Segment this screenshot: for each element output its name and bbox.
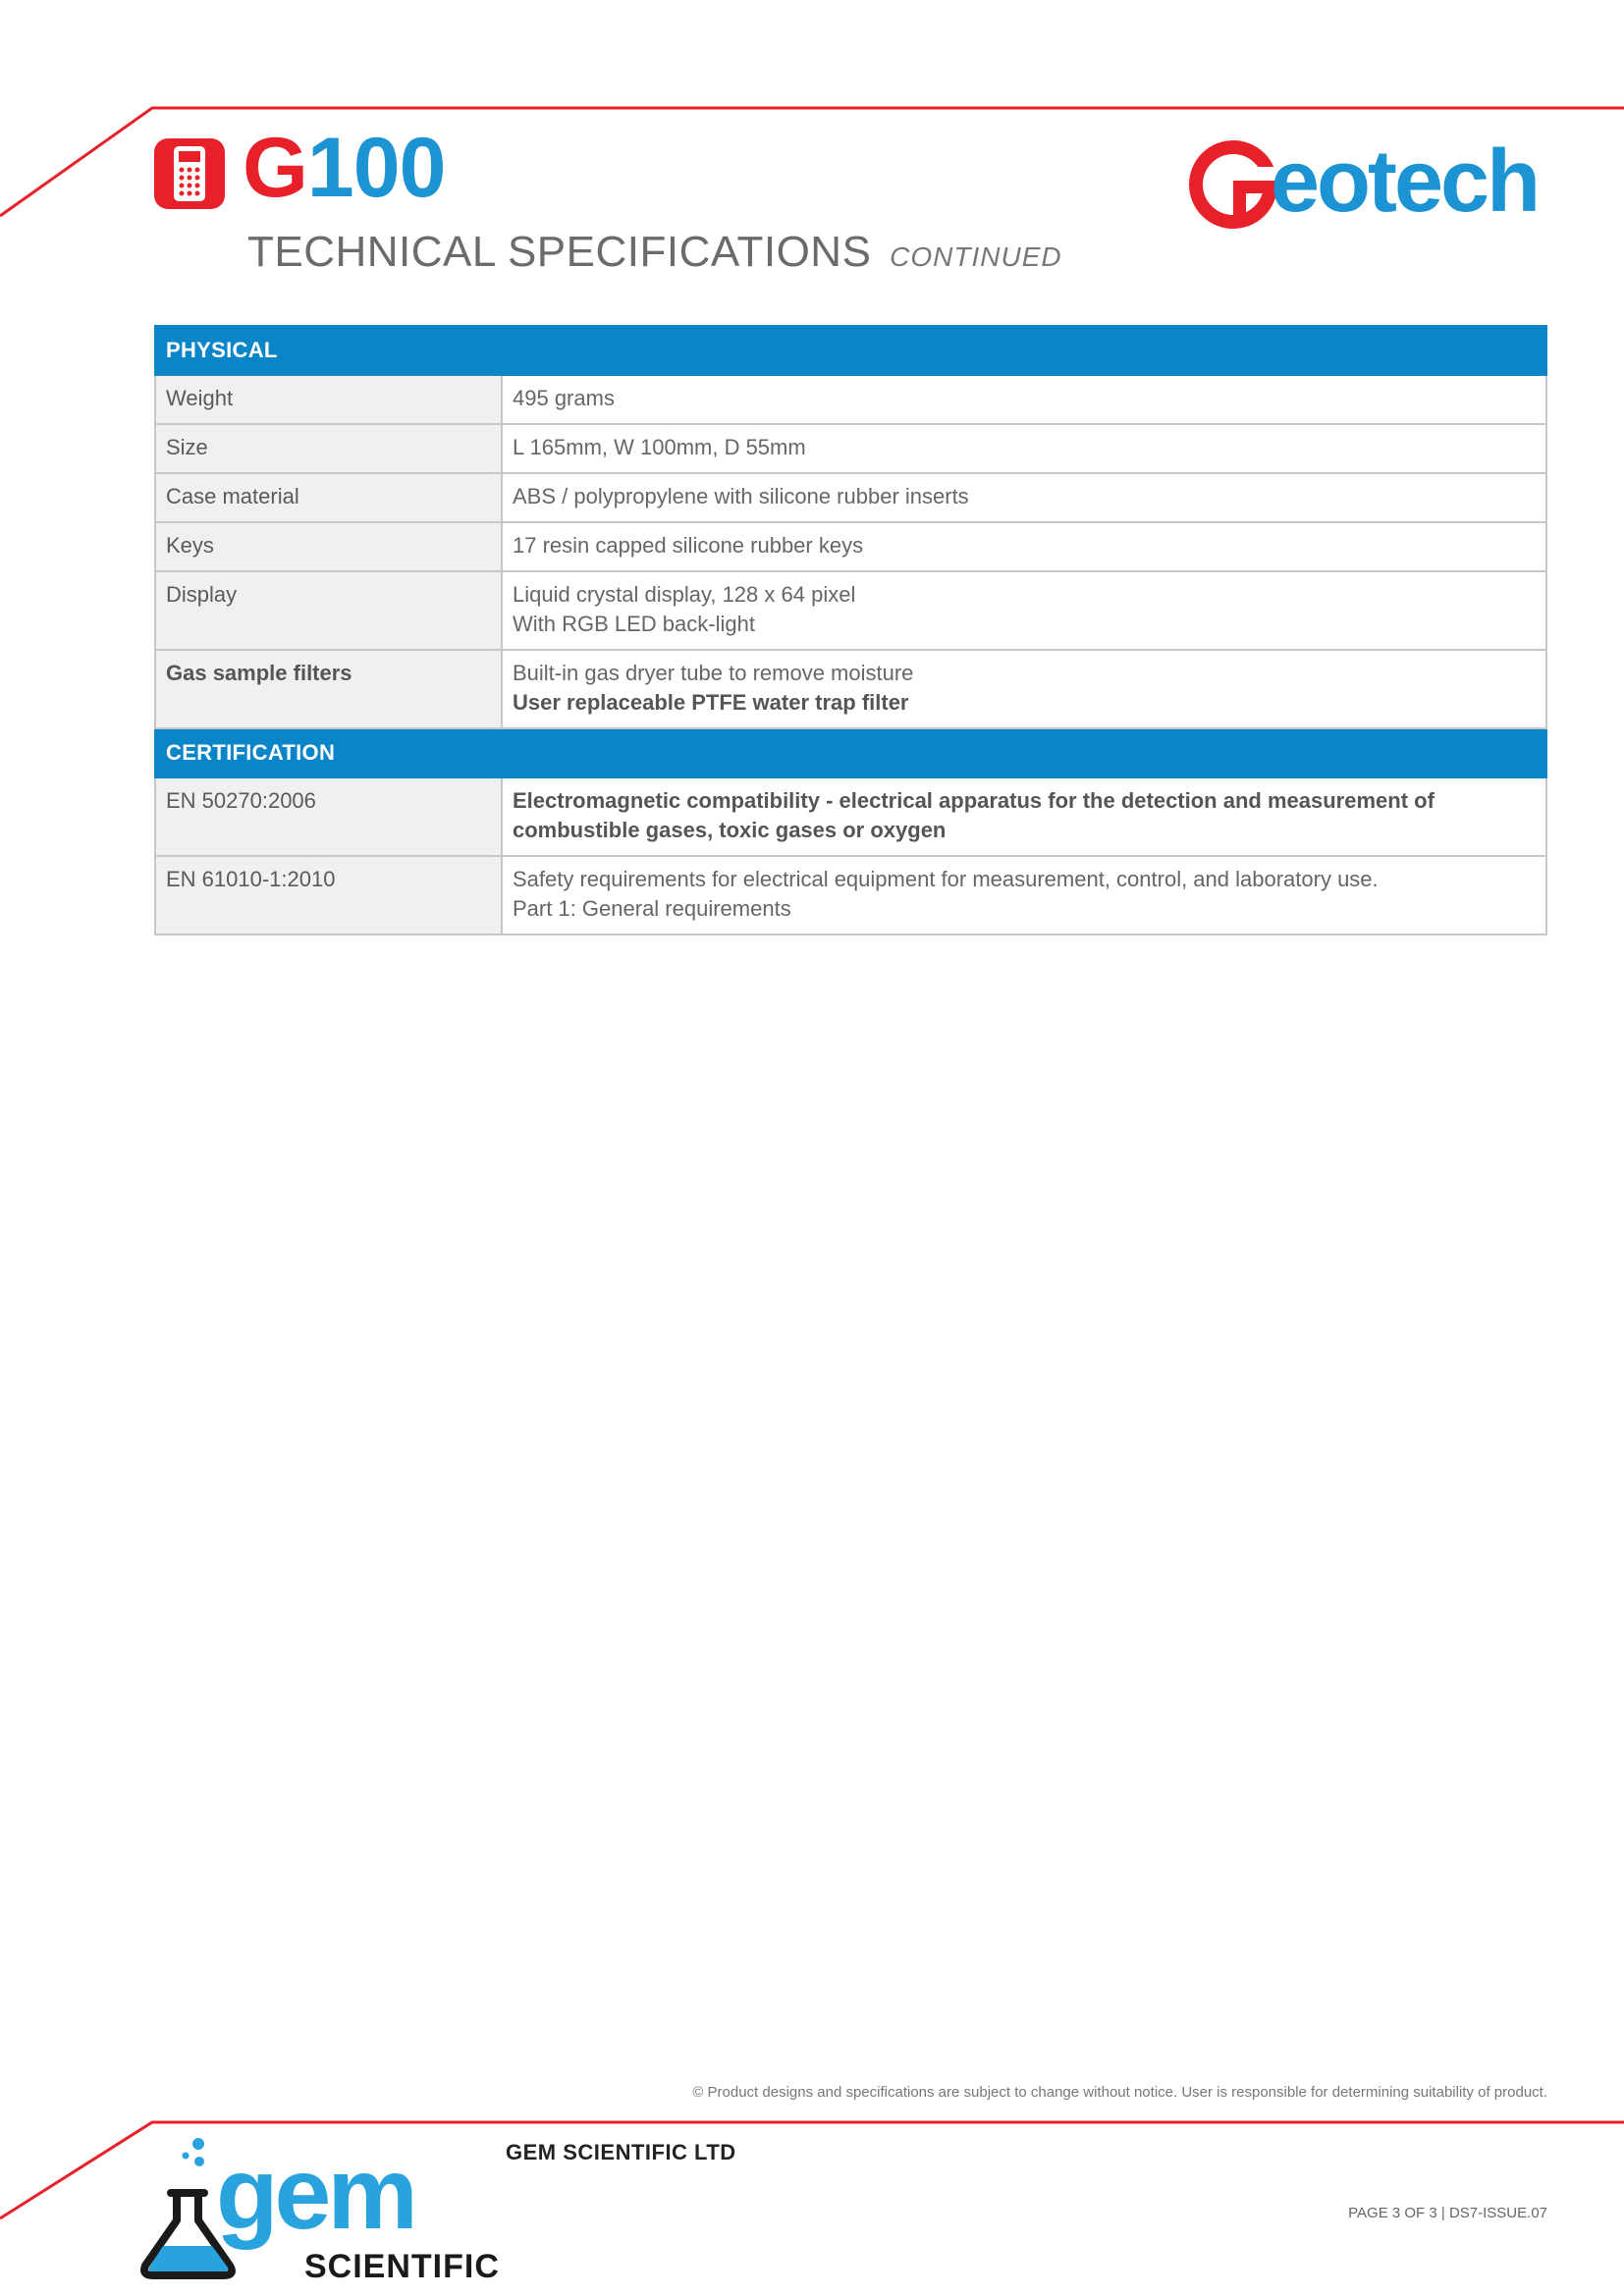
gem-wordmark: gem	[216, 2137, 414, 2251]
bubble-icon	[194, 2157, 204, 2166]
section-title: CERTIFICATION	[155, 728, 1546, 777]
row-value-line: Electromagnetic compatibility - electrical apparatus for the detection and measurement of	[513, 788, 1435, 813]
row-label: Display	[155, 571, 502, 650]
row-value-line: With RGB LED back-light	[513, 612, 755, 636]
page-title-suffix: CONTINUED	[890, 241, 1062, 272]
geotech-wordmark: eotech	[1271, 133, 1539, 231]
row-label: Gas sample filters	[155, 650, 502, 728]
table-row	[155, 650, 1546, 728]
company-name: GEM SCIENTIFIC LTD	[506, 2140, 736, 2164]
row-value: 17 resin capped silicone rubber keys	[502, 522, 1546, 571]
device-icon	[154, 138, 225, 209]
disclaimer: © Product designs and specifications are subject to change without notice. User is responsible for determining suitability of product.	[692, 2084, 1547, 2101]
spec-table	[154, 325, 1547, 935]
table-row	[155, 522, 1546, 571]
page-title	[247, 228, 1062, 277]
section-title: PHYSICAL	[155, 326, 1546, 375]
table-row	[155, 571, 1546, 650]
table-row	[155, 856, 1546, 934]
gem-scientific-logo	[137, 2130, 501, 2287]
geotech-logo	[1188, 133, 1551, 231]
bubble-icon	[192, 2138, 204, 2150]
row-label: EN 61010-1:2010	[155, 856, 502, 934]
product-title	[243, 121, 446, 215]
row-value	[502, 650, 1546, 728]
row-label: Weight	[155, 375, 502, 424]
row-value-line: Safety requirements for electrical equipment for measurement, control, and laboratory use.	[513, 867, 1379, 891]
gem-subword: SCIENTIFIC	[304, 2248, 500, 2285]
table-row	[155, 777, 1546, 856]
table-row	[155, 375, 1546, 424]
page-title-text: TECHNICAL SPECIFICATIONS	[247, 228, 872, 276]
product-prefix: G	[243, 121, 307, 215]
bubble-icon	[183, 2153, 189, 2160]
table-row	[155, 424, 1546, 473]
row-value-line: combustible gases, toxic gases or oxygen	[513, 818, 947, 842]
table-row	[155, 473, 1546, 522]
row-value: ABS / polypropylene with silicone rubber inserts	[502, 473, 1546, 522]
page-reference: PAGE 3 OF 3 | DS7-ISSUE.07	[1348, 2205, 1547, 2221]
row-value	[502, 571, 1546, 650]
product-number: 100	[306, 121, 446, 215]
row-value	[502, 856, 1546, 934]
section-header-physical	[155, 326, 1546, 375]
row-value	[502, 777, 1546, 856]
row-label: Case material	[155, 473, 502, 522]
section-header-certification	[155, 728, 1546, 777]
row-label: Keys	[155, 522, 502, 571]
row-value: 495 grams	[502, 375, 1546, 424]
row-value-line: Liquid crystal display, 128 x 64 pixel	[513, 582, 856, 607]
row-value-line: Part 1: General requirements	[513, 896, 791, 921]
row-label: Size	[155, 424, 502, 473]
geotech-g-mark-icon	[1188, 137, 1282, 231]
row-value-line: Built-in gas dryer tube to remove moisture	[513, 661, 914, 685]
row-value-line: User replaceable PTFE water trap filter	[513, 690, 909, 715]
row-label: EN 50270:2006	[155, 777, 502, 856]
row-value: L 165mm, W 100mm, D 55mm	[502, 424, 1546, 473]
